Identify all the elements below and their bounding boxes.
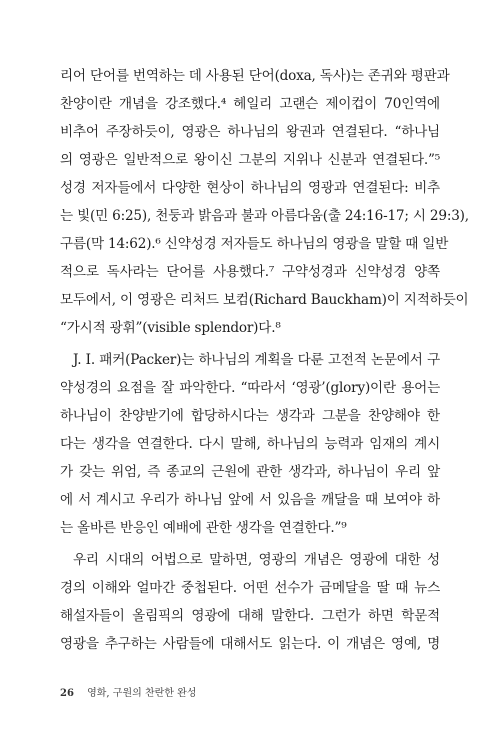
- text-line: 는 올바른 반응인 예배에 관한 생각을 연결한다.”⁹: [60, 520, 347, 536]
- text-line: 찬양이란 개념을 강조했다.⁴ 헤일리 고랜슨 제이컵이 70인역에: [60, 96, 440, 112]
- text-line: 비추어 주장하듯이, 영광은 하나님의 왕권과 연결된다. “하나님: [60, 124, 440, 140]
- text-line: 영광을 추구하는 사람들에 대해서도 읽는다. 이 개념은 영예, 명: [60, 636, 440, 652]
- text-line: 모두에서, 이 영광은 리처드 보컴(Richard Bauckham)이 지적하듯이: [60, 292, 469, 308]
- text-line: 성경 저자들에서 다양한 현상이 하나님의 영광과 연결된다: 비추: [60, 180, 440, 196]
- text-line: 하나님이 찬양받기에 합당하시다는 생각과 그분을 찬양해야 한: [60, 408, 440, 424]
- text-line: 약성경의 요점을 잘 파악한다. “따라서 ‘영광’(glory)이란 용어는: [60, 380, 440, 396]
- text-line: 다는 생각을 연결한다. 다시 말해, 하나님의 능력과 임재의 계시: [60, 436, 440, 452]
- text-line: 는 빛(민 6:25), 천둥과 밝음과 불과 아름다움(출 24:16-17; 시 29:3),: [60, 208, 469, 224]
- page-body: [60, 62, 469, 658]
- paragraph-1: [60, 62, 469, 342]
- text-line: “가시적 광휘”(visible splendor)다.⁸: [60, 320, 281, 336]
- text-line: 해설자들이 올림픽의 영광에 대해 말한다. 그런가 하면 학문적: [60, 608, 440, 624]
- text-line: 가 갖는 위엄, 즉 종교의 근원에 관한 생각과, 하나님이 우리 앞: [60, 464, 440, 480]
- page-number: 26: [60, 688, 74, 699]
- text-line: 적으로 독사라는 단어를 사용했다.⁷ 구약성경과 신약성경 양쪽: [60, 264, 440, 280]
- page-footer: [60, 684, 196, 699]
- text-line: 리어 단어를 번역하는 데 사용된 단어(doxa, 독사)는 존귀와 평판과: [60, 68, 450, 84]
- text-line: 에 서 계시고 우리가 하나님 앞에 서 있음을 깨달을 때 보여야 하: [60, 492, 440, 508]
- text-line: 의 영광은 일반적으로 왕이신 그분의 지위나 신분과 연결된다.”⁵: [60, 152, 440, 168]
- text-line: 경의 이해와 얼마간 중첩된다. 어떤 선수가 금메달을 딸 때 뉴스: [60, 580, 440, 596]
- running-title: 영화, 구원의 찬란한 완성: [87, 688, 197, 699]
- paragraph-3: [60, 546, 440, 658]
- text-line: 구름(막 14:62).⁶ 신약성경 저자들도 하나님의 영광을 말할 때 일반: [60, 236, 449, 252]
- paragraph-2: [60, 346, 440, 542]
- text-line: J. I. 패커(Packer)는 하나님의 계획을 다룬 고전적 논문에서 구: [73, 352, 440, 368]
- text-line: 우리 시대의 어법으로 말하면, 영광의 개념은 영광에 대한 성: [73, 552, 440, 568]
